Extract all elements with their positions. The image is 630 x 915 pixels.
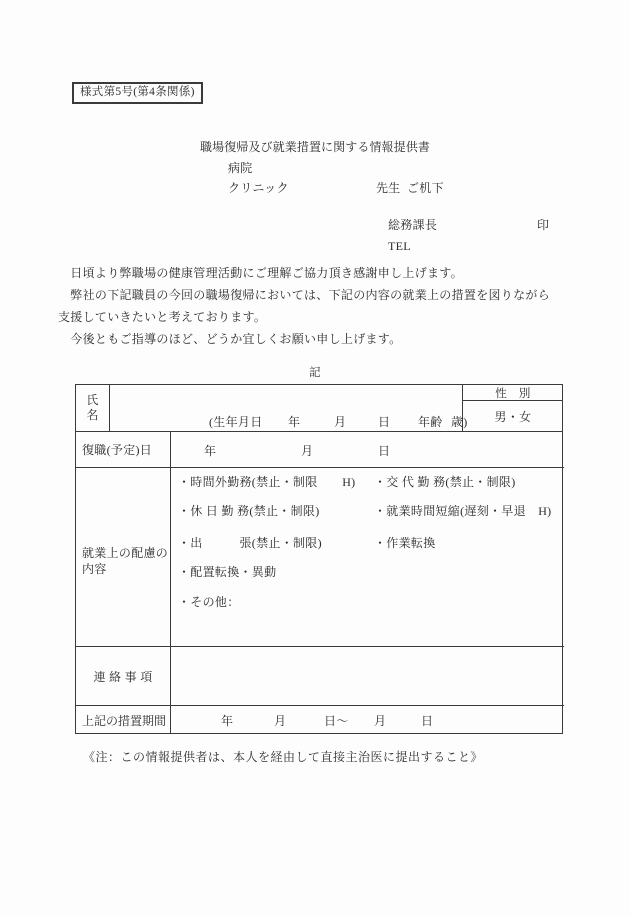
return-date-label-cell [76,432,171,468]
birthdate-label: (生年月日 [209,415,263,429]
age-label: 年齢 [418,415,443,429]
greeting-line: 支援していきたいと考えております。 [58,310,267,324]
ki-heading: 記 [309,367,321,379]
period-start-month-label: 月 [274,714,287,728]
work-item-overtime: ・時間外勤務(禁止・制限 H) [178,475,356,489]
hospital-label: 病院 [228,161,253,175]
form-number-box: 様式第5号(第4条関係) [72,82,203,104]
return-day-label: 日 [378,444,391,458]
work-item-holiday-work: ・休 日 勤 務(禁止・制限) [178,504,320,518]
work-item-row [171,537,564,551]
work-item-shortened-hours: ・就業時間短縮(遅刻・早退 H) [374,504,552,518]
sender-title-label: 総務課長 [388,218,438,232]
return-date-label: 復職(予定)日 [82,443,153,457]
name-label-cell [76,385,110,432]
work-item-row [171,476,564,490]
contact-label-cell [76,647,171,706]
birth-day-label: 日 [378,415,391,429]
contact-label: 連 絡 事 項 [93,669,153,684]
work-item-task-change: ・作業転換 [374,536,436,550]
work-item-row [171,566,564,580]
consideration-label-cell [76,468,171,647]
name-label-char: 名 [86,408,99,422]
consideration-content-cell [171,468,564,647]
age-unit-label: 歳) [451,415,468,429]
work-item-other: ・その他： [178,595,240,609]
footnote: 《注：この情報提供者は、本人を経由して直接主治医に提出すること》 [83,750,484,764]
name-label-char: 氏 [86,393,99,407]
tel-label: TEL [388,239,411,253]
consideration-label-line: 内容 [82,562,107,576]
greeting-paragraphs [58,262,583,350]
work-item-reassignment: ・配置転換・異動 [178,565,277,579]
name-entry-cell [110,385,468,432]
contact-entry-cell [171,647,564,706]
seal-placeholder-label: 印 [537,218,550,232]
sex-header-label: 性 別 [495,387,531,400]
desk-honorific-label: ご机下 [407,181,444,195]
sex-value-cell [463,401,563,432]
sex-value-label: 男・女 [494,409,532,424]
period-label: 上記の措置期間 [82,713,167,728]
document-title: 職場復帰及び就業措置に関する情報提供書 [200,140,430,154]
birth-month-label: 月 [334,415,347,429]
period-label-cell [76,706,171,734]
birth-year-label: 年 [288,415,301,429]
return-date-entry-cell [171,432,564,468]
greeting-line: 今後ともご指導のほど、どうか宜しくお願い申し上げます。 [58,332,402,346]
period-entry-cell [171,706,564,734]
greeting-line: 日頃より弊職場の健康管理活動にご理解ご協力頂き感謝申し上げます。 [58,266,463,280]
sex-header-cell [463,385,563,401]
work-item-business-trip: ・出 張(禁止・制限) [178,536,322,550]
return-month-label: 月 [301,444,314,458]
period-start-day-label: 日～ [324,714,349,728]
period-end-month-label: 月 [374,714,387,728]
period-start-year-label: 年 [221,714,234,728]
work-item-row [171,505,564,519]
clinic-label: クリニック [228,181,289,195]
greeting-line: 弊社の下記職員の今回の職場復帰においては、下記の内容の就業上の措置を図りながら [58,288,551,302]
return-year-label: 年 [204,444,217,458]
period-end-day-label: 日 [421,714,434,728]
consideration-label-line: 就業上の配慮の [82,546,169,560]
doctor-honorific-label: 先生 [376,181,401,195]
work-item-shift-work: ・交 代 勤 務(禁止・制限) [374,475,516,489]
work-item-row [171,596,564,610]
measures-table [75,384,563,734]
